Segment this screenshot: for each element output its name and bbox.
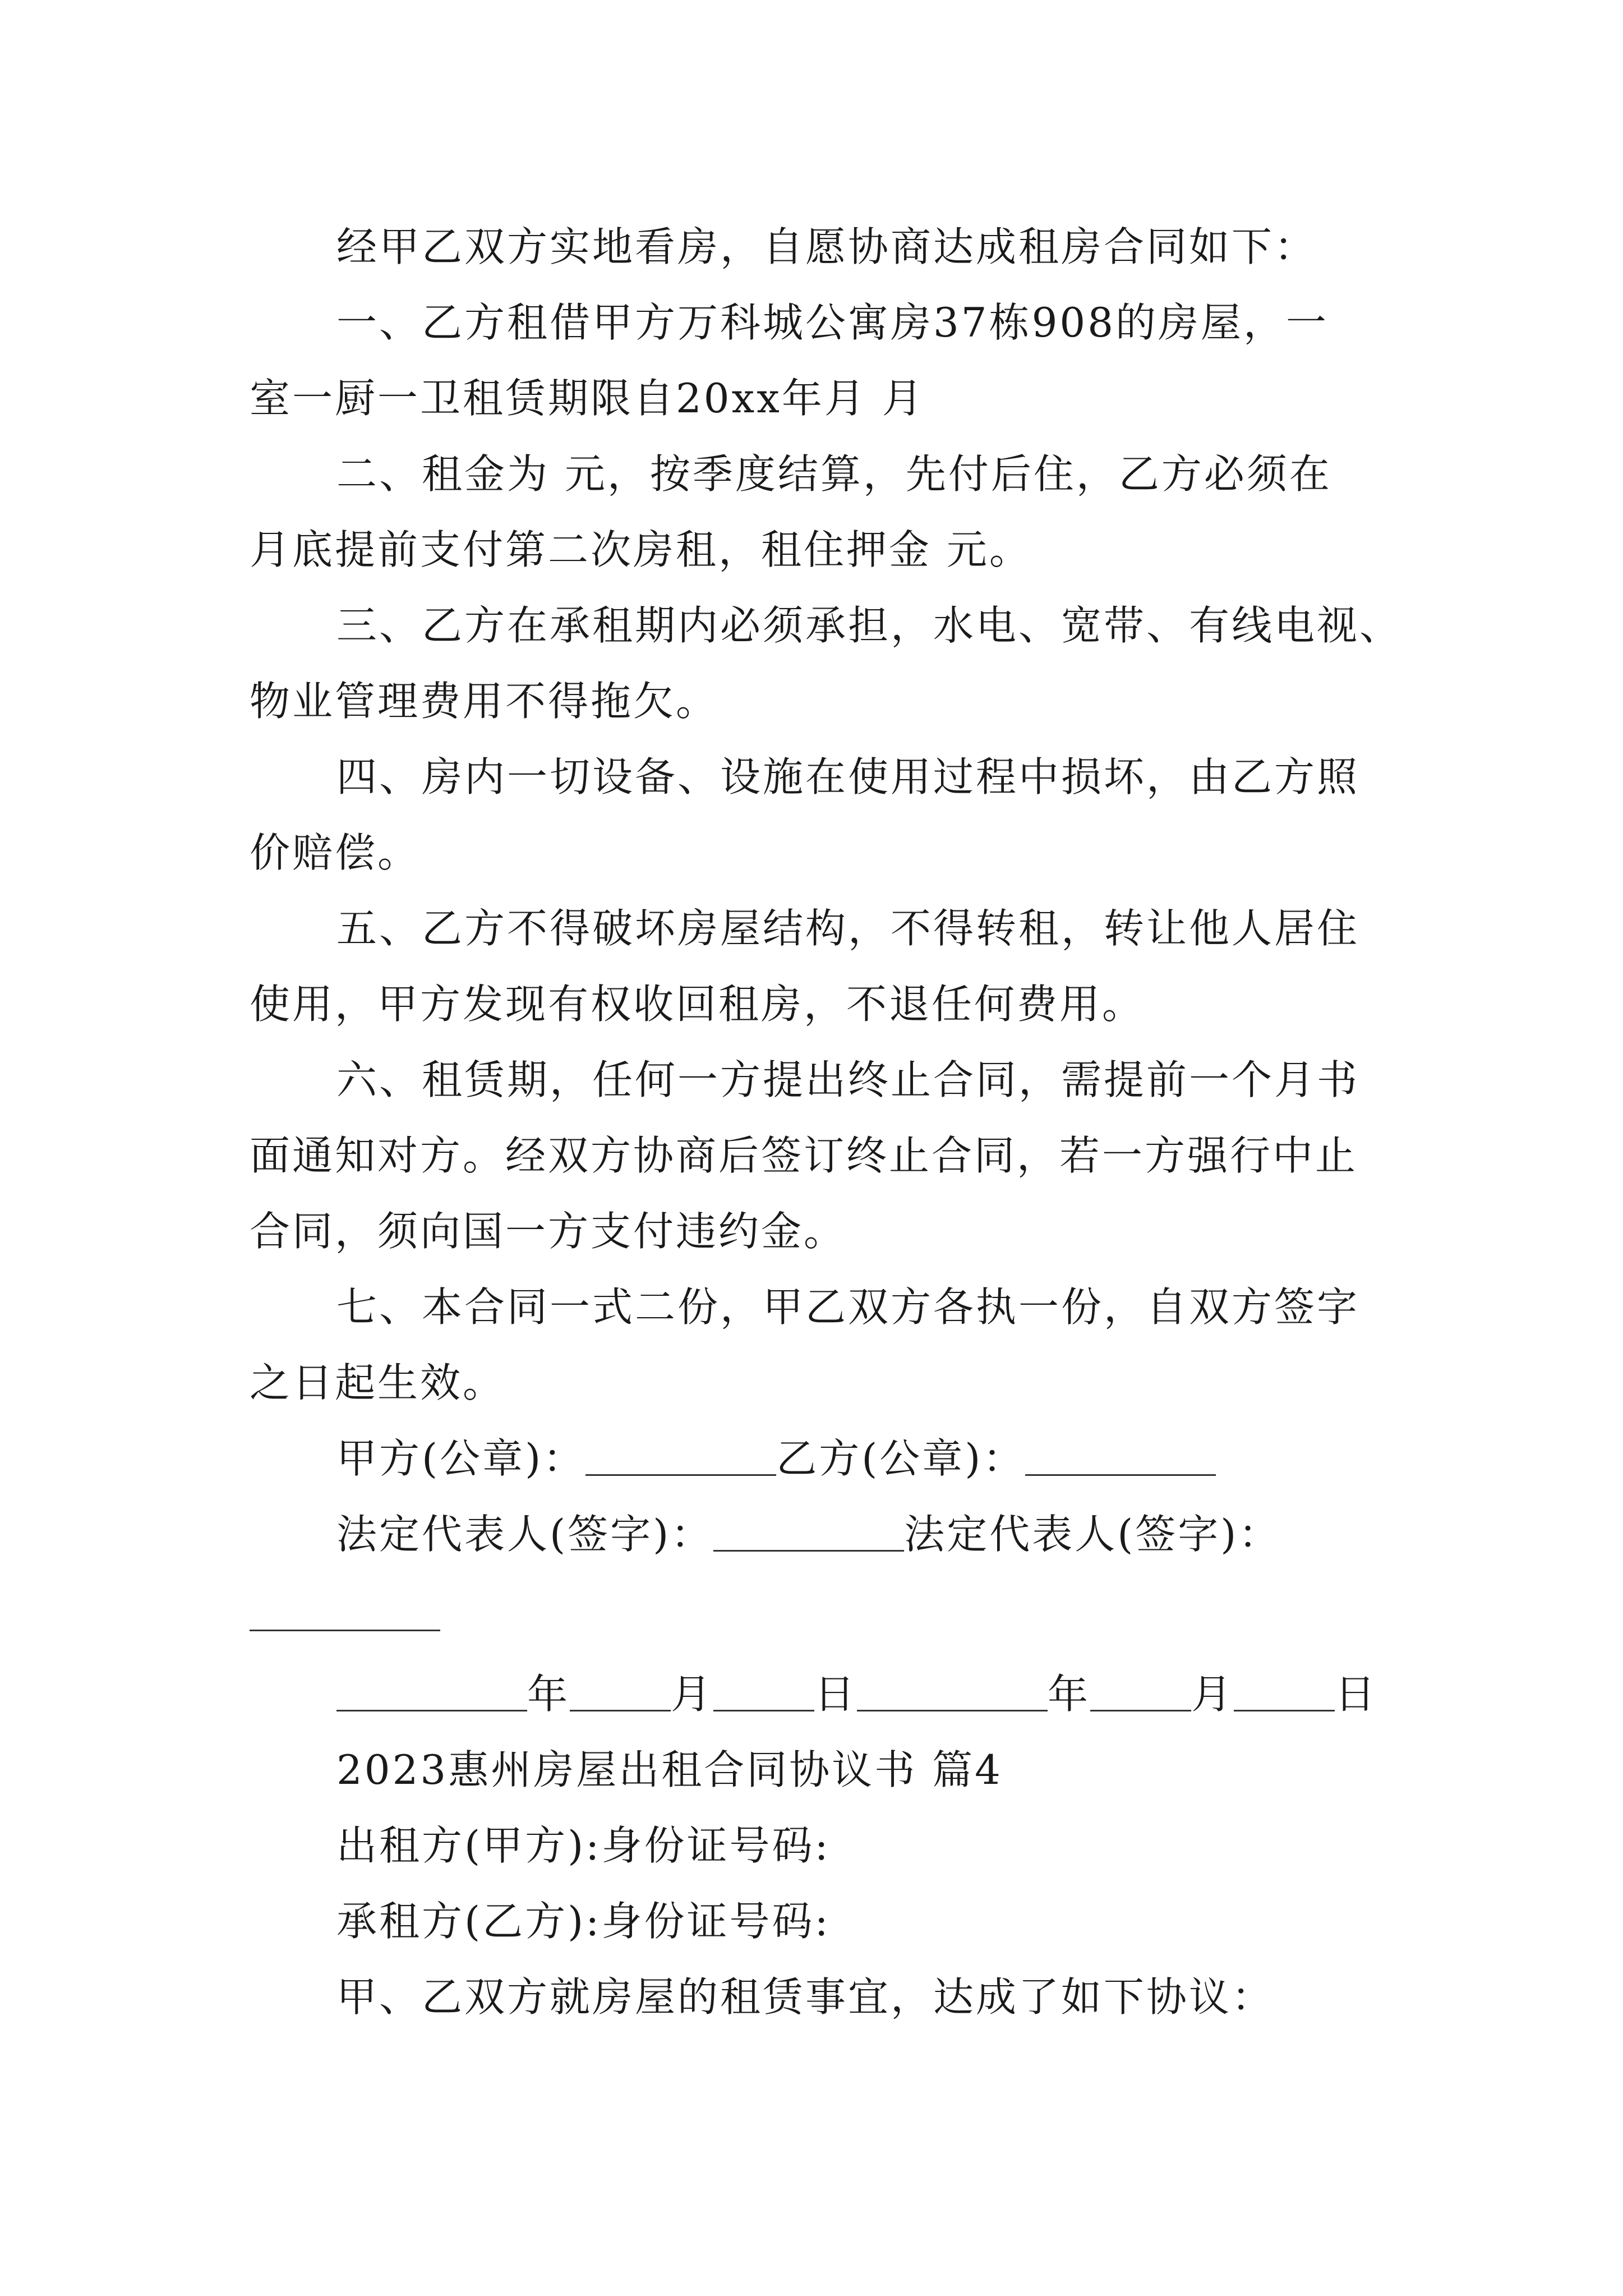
clause-6-line-3: 合同，须向国一方支付违约金。 <box>250 1208 847 1255</box>
clause-2-line-2: 月底提前支付第二次房租，租住押金 元。 <box>250 526 1032 573</box>
section-title: 2023惠州房屋出租合同协议书 篇4 <box>336 1746 1003 1793</box>
closing-line: 甲、乙双方就房屋的租赁事宜，达成了如下协议： <box>336 1973 1275 2021</box>
clause-7-line-1: 七、本合同一式二份，甲乙双方各执一份，自双方签字 <box>336 1283 1360 1331</box>
year-a-blank[interactable] <box>336 1676 527 1711</box>
clause-3-line-2: 物业管理费用不得拖欠。 <box>250 678 719 725</box>
party-a-seal-label: 甲方(公章)： <box>336 1435 586 1482</box>
party-b-seal-label: 乙方(公章)： <box>776 1435 1026 1482</box>
day-a-blank[interactable] <box>713 1676 814 1711</box>
clause-6-line-1: 六、租赁期，任何一方提出终止合同，需提前一个月书 <box>336 1056 1360 1103</box>
day-b-label: 日 <box>1335 1671 1378 1718</box>
representative-line <box>336 1509 1281 1559</box>
month-b-blank[interactable] <box>1090 1676 1191 1711</box>
rep-a-label: 法定代表人(签字)： <box>336 1511 714 1558</box>
clause-4-line-2: 价赔偿。 <box>250 829 421 876</box>
day-b-blank[interactable] <box>1234 1676 1335 1711</box>
rep-b-blank-continued[interactable] <box>250 1630 440 1631</box>
clause-5-line-1: 五、乙方不得破坏房屋结构，不得转租，转让他人居住 <box>336 905 1360 952</box>
lessee-line: 承租方(乙方):身份证号码: <box>336 1898 831 1945</box>
clause-7-line-2: 之日起生效。 <box>250 1359 506 1406</box>
year-a-label: 年 <box>527 1671 570 1718</box>
month-b-label: 月 <box>1191 1671 1234 1718</box>
intro-line: 经甲乙双方实地看房，自愿协商达成租房合同如下： <box>336 223 1317 270</box>
year-b-blank[interactable] <box>857 1676 1048 1711</box>
year-b-label: 年 <box>1048 1671 1091 1718</box>
seal-line <box>336 1433 1216 1484</box>
clause-3-line-1: 三、乙方在承租期内必须承担，水电、宽带、有线电视、 <box>336 602 1403 649</box>
date-line <box>336 1669 1377 1719</box>
month-a-blank[interactable] <box>570 1676 671 1711</box>
party-b-seal-blank[interactable] <box>1025 1441 1216 1476</box>
clause-2-line-1: 二、租金为 元，按季度结算，先付后住，乙方必须在 <box>336 450 1332 498</box>
clause-4-line-1: 四、房内一切设备、设施在使用过程中损坏，由乙方照 <box>336 753 1360 800</box>
clause-6-line-2: 面通知对方。经双方协商后签订终止合同，若一方强行中止 <box>250 1132 1358 1179</box>
day-a-label: 日 <box>814 1671 857 1718</box>
rep-b-label: 法定代表人(签字)： <box>904 1511 1281 1558</box>
clause-5-line-2: 使用，甲方发现有权收回租房，不退任何费用。 <box>250 981 1145 1028</box>
clause-1-line-1: 一、乙方租借甲方万科城公寓房37栋908的房屋，一 <box>336 299 1329 346</box>
lessor-line: 出租方(甲方):身份证号码: <box>336 1822 831 1869</box>
rep-a-blank[interactable] <box>713 1516 904 1552</box>
month-a-label: 月 <box>671 1671 714 1718</box>
clause-1-line-2: 室一厨一卫租赁期限自20xx年月 月 <box>250 375 925 422</box>
party-a-seal-blank[interactable] <box>585 1441 776 1476</box>
